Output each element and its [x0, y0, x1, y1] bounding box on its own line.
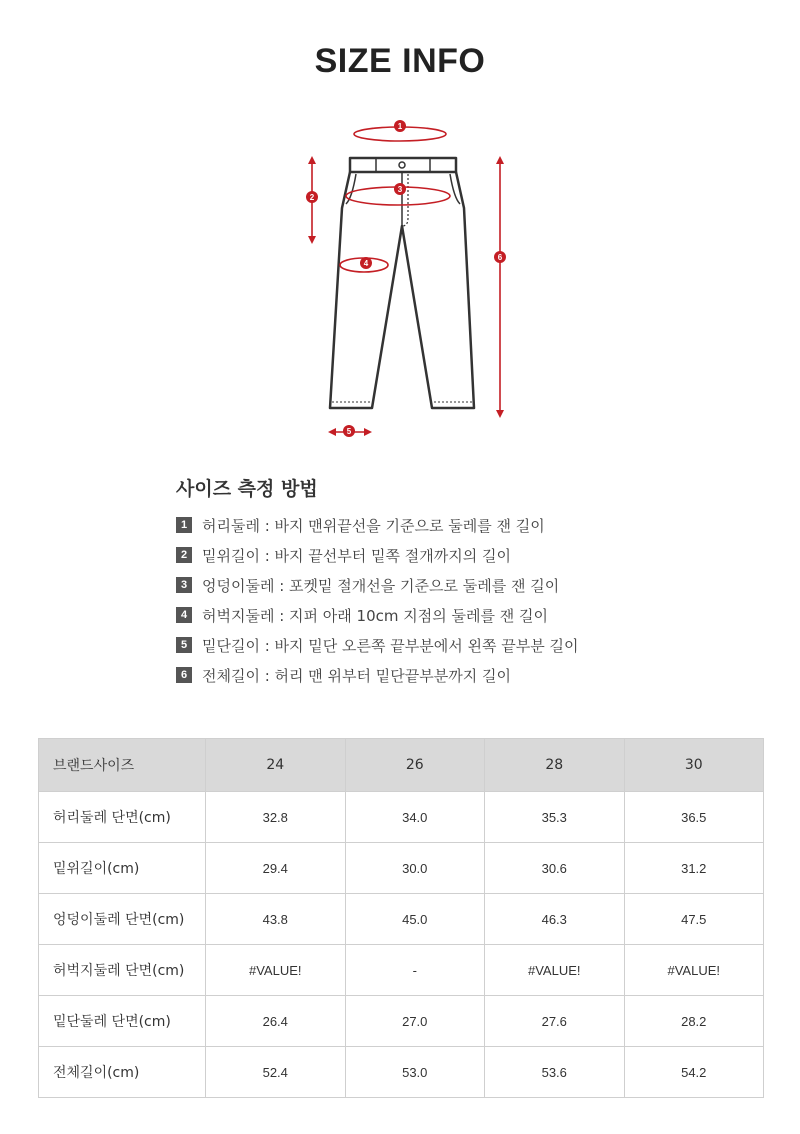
step-item — [176, 630, 696, 660]
table-row — [39, 894, 764, 945]
table-cell: 31.2 — [624, 843, 764, 894]
step-text: 밑단길이 : 바지 밑단 오른쪽 끝부분에서 왼쪽 끝부분 길이 — [202, 636, 579, 655]
table-cell: 43.8 — [206, 894, 346, 945]
table-row — [39, 996, 764, 1047]
table-header-cell: 24 — [206, 739, 346, 792]
table-cell: 54.2 — [624, 1047, 764, 1098]
marker-6 — [494, 251, 506, 263]
table-header-row — [39, 739, 764, 792]
table-cell: #VALUE! — [624, 945, 764, 996]
row-label: 밑단둘레 단면(cm) — [39, 996, 206, 1047]
table-header-cell: 28 — [485, 739, 625, 792]
table-cell: 27.6 — [485, 996, 625, 1047]
marker-3 — [394, 183, 406, 195]
step-text: 허벅지둘레 : 지퍼 아래 10cm 지점의 둘레를 잰 길이 — [202, 606, 548, 625]
svg-text:2: 2 — [309, 193, 315, 202]
table-cell: 28.2 — [624, 996, 764, 1047]
table-cell: 53.0 — [345, 1047, 485, 1098]
row-label: 밑위길이(cm) — [39, 843, 206, 894]
table-cell: 47.5 — [624, 894, 764, 945]
table-cell: 26.4 — [206, 996, 346, 1047]
size-table — [38, 738, 764, 1098]
row-label: 허리둘레 단면(cm) — [39, 792, 206, 843]
step-item — [176, 570, 696, 600]
table-header-cell: 26 — [345, 739, 485, 792]
step-number-badge: 2 — [176, 547, 192, 563]
step-number-badge: 4 — [176, 607, 192, 623]
step-number-badge: 6 — [176, 667, 192, 683]
table-cell: 27.0 — [345, 996, 485, 1047]
table-row — [39, 792, 764, 843]
table-header-cell: 30 — [624, 739, 764, 792]
step-number-badge: 1 — [176, 517, 192, 533]
svg-text:1: 1 — [397, 122, 403, 131]
table-cell: #VALUE! — [206, 945, 346, 996]
svg-text:4: 4 — [363, 259, 369, 268]
step-item — [176, 540, 696, 570]
step-item — [176, 510, 696, 540]
step-item — [176, 660, 696, 690]
step-text: 전체길이 : 허리 맨 위부터 밑단끝부분까지 길이 — [202, 666, 511, 685]
table-cell: 45.0 — [345, 894, 485, 945]
marker-4 — [360, 257, 372, 269]
table-row — [39, 1047, 764, 1098]
step-text: 엉덩이둘레 : 포켓밑 절개선을 기준으로 둘레를 잰 길이 — [202, 576, 560, 595]
table-cell: 35.3 — [485, 792, 625, 843]
marker-1 — [394, 120, 406, 132]
table-cell: 30.6 — [485, 843, 625, 894]
table-cell: 46.3 — [485, 894, 625, 945]
marker-2 — [306, 191, 318, 203]
step-text: 허리둘레 : 바지 맨위끝선을 기준으로 둘레를 잰 길이 — [202, 516, 545, 535]
svg-text:5: 5 — [346, 427, 352, 436]
table-cell: 32.8 — [206, 792, 346, 843]
table-cell: 29.4 — [206, 843, 346, 894]
marker-5 — [343, 425, 355, 437]
step-text: 밑위길이 : 바지 끝선부터 밑쪽 절개까지의 길이 — [202, 546, 511, 565]
row-label: 허벅지둘레 단면(cm) — [39, 945, 206, 996]
table-cell: 52.4 — [206, 1047, 346, 1098]
table-row — [39, 843, 764, 894]
svg-text:3: 3 — [397, 185, 403, 194]
step-number-badge: 5 — [176, 637, 192, 653]
step-item — [176, 600, 696, 630]
svg-text:6: 6 — [497, 253, 503, 262]
table-header-cell: 브랜드사이즈 — [39, 739, 206, 792]
row-label: 엉덩이둘레 단면(cm) — [39, 894, 206, 945]
pants-measurement-diagram — [290, 108, 530, 448]
table-cell: 34.0 — [345, 792, 485, 843]
measurement-steps — [176, 510, 696, 690]
table-cell: - — [345, 945, 485, 996]
table-cell: 53.6 — [485, 1047, 625, 1098]
table-row — [39, 945, 764, 996]
step-number-badge: 3 — [176, 577, 192, 593]
row-label: 전체길이(cm) — [39, 1047, 206, 1098]
pants-outline — [330, 158, 474, 408]
page-title: SIZE INFO — [314, 42, 486, 80]
table-cell: 30.0 — [345, 843, 485, 894]
table-cell: 36.5 — [624, 792, 764, 843]
measurement-method-title: 사이즈 측정 방법 — [176, 478, 318, 500]
table-cell: #VALUE! — [485, 945, 625, 996]
